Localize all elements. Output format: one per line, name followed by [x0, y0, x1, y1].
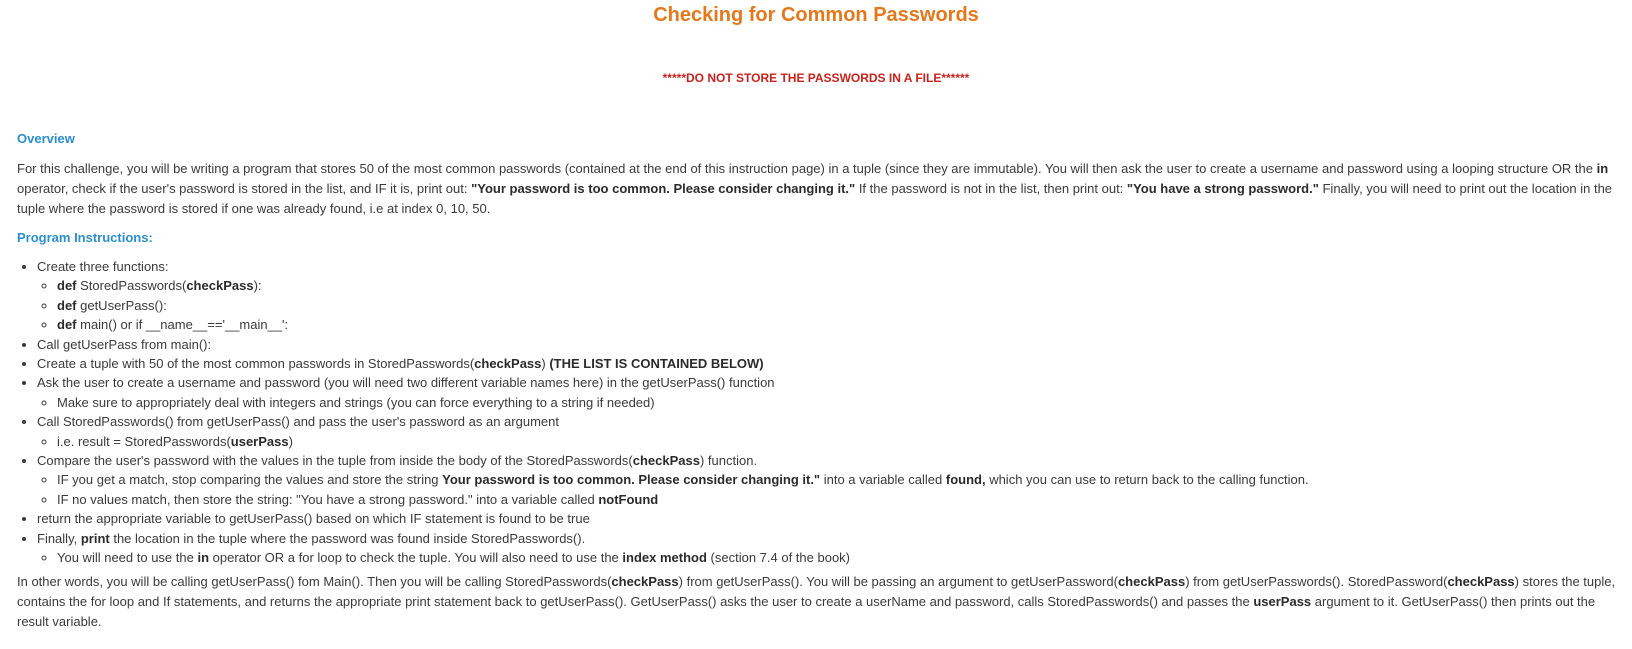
list-item: ◦ Make sure to appropriately deal with integers and strings (you can force everything to a string if needed) — [57, 393, 1619, 412]
summary-paragraph: In other words, you will be calling getUserPass() fom Main(). Then you will be calling StoredPasswords(checkPass) from getUserPass(). You will be passing an argument to getUserPassword(checkPass) from getUserPasswords(). StoredPassword(checkPass) stores the tuple, contains the for loop and If statements, and returns the appropriate print statement back to getUserPass(). GetUserPass() asks the user to create a userName and password, calls StoredPasswords() and passes the userPass argument to it. GetUserPass() then prints out the result variable. — [17, 574, 1616, 629]
list-item: • Create a tuple with 50 of the most common passwords in StoredPasswords(checkPass) (THE LIST IS CONTAINED BELOW) — [37, 354, 1619, 373]
program-instructions-heading: Program Instructions: — [17, 230, 153, 245]
list-item: ◦ You will need to use the in operator OR a for loop to check the tuple. You will also need to use the index method (section 7.4 of the book) — [57, 548, 1619, 567]
list-item: ◦ IF no values match, then store the string: "You have a strong password." into a variable called notFound — [57, 490, 1619, 509]
list-item: ◦ IF you get a match, stop comparing the values and store the string Your password is too common. Please consider changing it." into a variable called found, which you can use to return back to the calling function. — [57, 470, 1619, 489]
warning-notice: *****DO NOT STORE THE PASSWORDS IN A FILE****** — [662, 71, 970, 85]
overview-heading: Overview — [17, 131, 75, 146]
list-item: ◦ def main() or if __name__=='__main__': — [57, 315, 1619, 334]
list-item: ◦ def StoredPasswords(checkPass): — [57, 276, 1619, 295]
page-title: Checking for Common Passwords — [653, 4, 979, 26]
list-item: • Call getUserPass from main(): — [37, 335, 1619, 354]
list-item: ◦ def getUserPass(): — [57, 296, 1619, 315]
instructions-list — [17, 257, 1619, 568]
list-item: • Compare the user's password with the values in the tuple from inside the body of the StoredPasswords(checkPass) function. ◦ IF you get a match, stop comparing the values and store the string Your password is too common. Please consider changing it." into a variable called found, which you can use to return back to the calling function. ◦ IF no values match, then store the string: "You have a strong password." into a variable called notFound — [37, 451, 1619, 509]
list-item: • Ask the user to create a username and password (you will need two different variable names here) in the getUserPass() function ◦ Make sure to appropriately deal with integers and strings (you can force everything to a string if needed) — [37, 373, 1619, 412]
list-item: • return the appropriate variable to getUserPass() based on which IF statement is found to be true — [37, 509, 1619, 528]
list-item: • Create three functions: ◦ def StoredPasswords(checkPass): ◦ def getUserPass(): ◦ def main() or if __name__=='__main__': — [37, 257, 1619, 335]
overview-paragraph: For this challenge, you will be writing a program that stores 50 of the most common passwords (contained at the end of this instruction page) in a tuple (since they are immutable). You will then ask the user to create a username and password using a looping structure OR the in operator, check if the user's password is stored in the list, and IF it is, print out: "Your password is too common. Please consider changing it." If the password is not in the list, then print out: "You have a strong password." Finally, you will need to print out the location in the tuple where the password is stored if one was already found, i.e at index 0, 10, 50. — [17, 161, 1613, 216]
list-item: • Call StoredPasswords() from getUserPass() and pass the user's password as an argument ◦ i.e. result = StoredPasswords(userPass) — [37, 412, 1619, 451]
list-item: • Finally, print the location in the tuple where the password was found inside StoredPasswords(). ◦ You will need to use the in operator OR a for loop to check the tuple. You will also need to use the index method (section 7.4 of the book) — [37, 529, 1619, 568]
list-item: ◦ i.e. result = StoredPasswords(userPass) — [57, 432, 1619, 451]
